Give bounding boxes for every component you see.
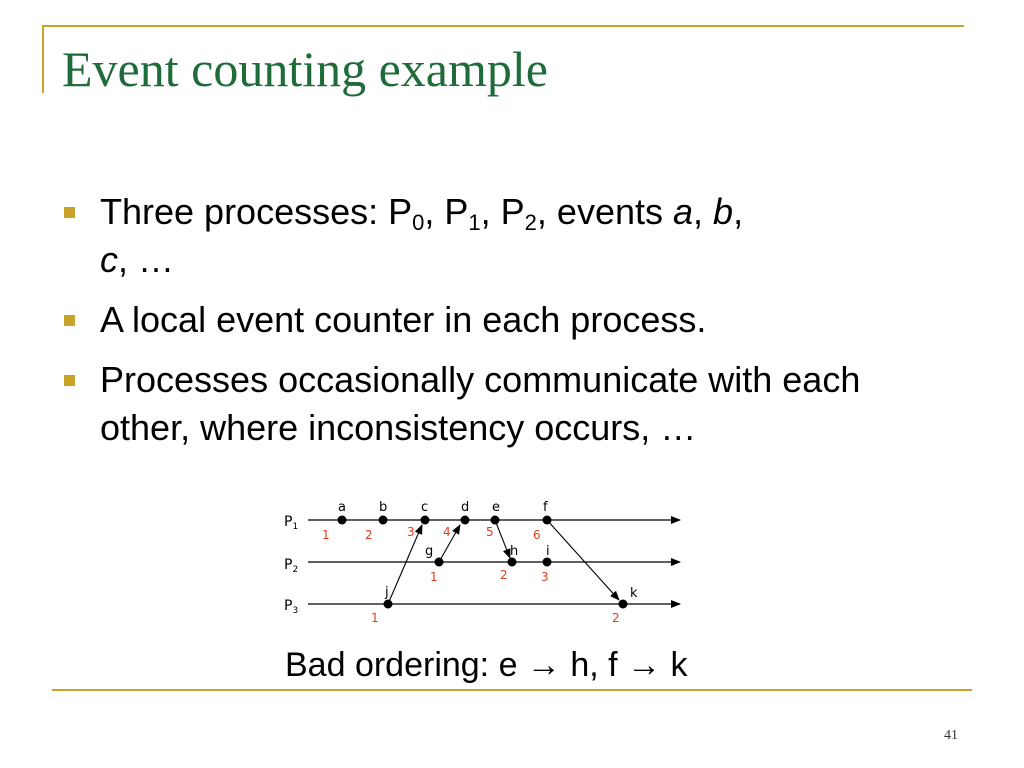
event-dot-a [338, 516, 347, 525]
message-j-to-c [388, 525, 422, 604]
event-count-c: 3 [407, 525, 415, 539]
top-frame-line [44, 25, 964, 27]
event-count-j: 1 [371, 611, 379, 625]
event-dot-b [379, 516, 388, 525]
event-count-d: 4 [443, 525, 451, 539]
event-count-e: 5 [486, 525, 494, 539]
event-timeline-diagram [275, 495, 690, 630]
process-label-p1: $P_1$ [284, 514, 299, 532]
bottom-frame-line [52, 689, 972, 691]
event-label-d: d [461, 500, 470, 515]
bullet-marker [64, 315, 75, 326]
event-dot-g [435, 558, 444, 567]
process-label-p3: $P_3$ [284, 598, 299, 616]
event-count-h: 2 [500, 568, 508, 582]
bullet-communication: Processes occasionally communicate with each other, where inconsistency occurs, … [62, 356, 942, 452]
process-label-p2: $P_2$ [284, 557, 299, 575]
event-dot-e [491, 516, 500, 525]
event-label-b: b [379, 500, 388, 515]
bullet-processes: Three processes: $P_0$, $P_1$, $P_2$, events a, b, c, … [62, 188, 942, 284]
event-label-f: f [543, 500, 548, 515]
event-count-k: 2 [612, 611, 620, 625]
event-count-a: 1 [322, 528, 330, 542]
event-dot-j [384, 600, 393, 609]
event-label-c: c [421, 500, 429, 515]
bullet-list [62, 188, 942, 464]
event-label-h: h [510, 544, 519, 559]
bullet-marker [64, 207, 75, 218]
slide-title: Event counting example [62, 41, 548, 97]
bullet-local-counter: A local event counter in each process. [62, 296, 942, 344]
event-label-g: g [425, 544, 434, 559]
event-label-i: i [546, 544, 550, 559]
event-dot-f [543, 516, 552, 525]
bullet-marker [64, 375, 75, 386]
message-f-to-k [547, 520, 619, 600]
event-label-e: e [492, 500, 500, 515]
event-label-a: a [338, 500, 346, 515]
event-count-f: 6 [533, 528, 541, 542]
event-count-g: 1 [430, 570, 438, 584]
left-frame-line [42, 25, 44, 93]
message-e-to-h [495, 520, 510, 558]
event-count-i: 3 [541, 570, 549, 584]
event-dot-c [421, 516, 430, 525]
event-label-j: j [385, 585, 389, 600]
diagram-caption: Bad ordering: e → h, f → k [285, 646, 688, 684]
event-dot-k [619, 600, 628, 609]
event-dot-d [461, 516, 470, 525]
page-number: 41 [944, 728, 958, 743]
event-label-k: k [630, 586, 638, 601]
event-count-b: 2 [365, 528, 373, 542]
